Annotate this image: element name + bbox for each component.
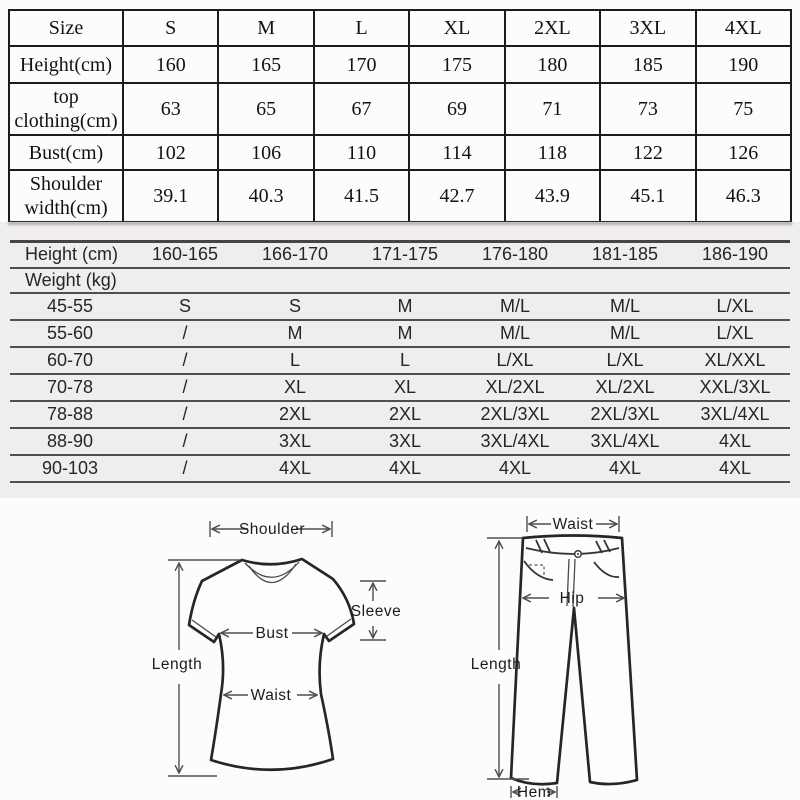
sleeve-label: Sleeve bbox=[350, 603, 402, 620]
value-cell: 63 bbox=[123, 83, 218, 135]
value-cell: 39.1 bbox=[123, 170, 218, 222]
value-cell: 160 bbox=[123, 46, 218, 83]
value-cell: 122 bbox=[600, 135, 695, 170]
row-label: Shoulder width(cm) bbox=[9, 170, 123, 222]
fit-header-row bbox=[10, 242, 790, 268]
value-cell: 110 bbox=[314, 135, 409, 170]
size-cell: M/L bbox=[609, 295, 640, 316]
size-cell: L/XL bbox=[716, 322, 754, 343]
size-cell: L/XL bbox=[716, 295, 754, 316]
value-cell: 67 bbox=[314, 83, 409, 135]
spec-row-top-clothing bbox=[9, 83, 791, 135]
column-header: 3XL bbox=[600, 10, 695, 46]
empty-cell bbox=[130, 268, 790, 293]
size-cell: XL/XXL bbox=[704, 349, 766, 370]
size-cell: S bbox=[178, 295, 191, 316]
value-cell: 41.5 bbox=[314, 170, 409, 222]
column-header: M bbox=[218, 10, 313, 46]
height-range-header: 181-185 bbox=[591, 244, 659, 265]
waist-dimension bbox=[527, 516, 619, 533]
size-cell: 2XL/3XL bbox=[590, 403, 660, 424]
tshirt-outline bbox=[189, 559, 354, 770]
fit-row bbox=[10, 428, 790, 455]
size-cell: 4XL bbox=[718, 457, 752, 478]
size-cell: 3XL/4XL bbox=[700, 403, 770, 424]
size-cell: M bbox=[397, 322, 413, 343]
pants-diagram bbox=[470, 497, 715, 800]
size-cell: 4XL bbox=[498, 457, 532, 478]
column-header: 2XL bbox=[505, 10, 600, 46]
sleeve-dimension bbox=[351, 581, 401, 640]
spec-row-shoulder-width bbox=[9, 170, 791, 222]
weight-range-label: 60-70 bbox=[46, 349, 94, 370]
size-cell: 3XL bbox=[388, 430, 422, 451]
value-cell: 40.3 bbox=[218, 170, 313, 222]
value-cell: 46.3 bbox=[696, 170, 791, 222]
fit-weight-header-row bbox=[10, 268, 790, 293]
column-header: L bbox=[314, 10, 409, 46]
size-cell: 4XL bbox=[718, 430, 752, 451]
size-cell: 2XL bbox=[278, 403, 312, 424]
spec-row-bust bbox=[9, 135, 791, 170]
value-cell: 75 bbox=[696, 83, 791, 135]
weight-range-label: 70-78 bbox=[46, 376, 94, 397]
value-cell: 185 bbox=[600, 46, 695, 83]
size-cell: M bbox=[287, 322, 303, 343]
value-cell: 42.7 bbox=[409, 170, 504, 222]
size-cell: 4XL bbox=[608, 457, 642, 478]
fit-row bbox=[10, 293, 790, 320]
size-cell: / bbox=[182, 457, 188, 478]
tshirt-diagram bbox=[150, 497, 420, 800]
fit-row bbox=[10, 401, 790, 428]
spec-header-row bbox=[9, 10, 791, 46]
size-cell: / bbox=[182, 349, 188, 370]
fit-row bbox=[10, 320, 790, 347]
size-cell: 2XL bbox=[388, 403, 422, 424]
value-cell: 45.1 bbox=[600, 170, 695, 222]
value-cell: 126 bbox=[696, 135, 791, 170]
value-cell: 114 bbox=[409, 135, 504, 170]
value-cell: 118 bbox=[505, 135, 600, 170]
size-cell: 4XL bbox=[278, 457, 312, 478]
waist-label: Waist bbox=[552, 516, 594, 533]
fit-guide-panel bbox=[0, 222, 800, 498]
value-cell: 170 bbox=[314, 46, 409, 83]
value-cell: 43.9 bbox=[505, 170, 600, 222]
value-cell: 106 bbox=[218, 135, 313, 170]
size-cell: M bbox=[397, 295, 413, 316]
size-cell: L/XL bbox=[496, 349, 534, 370]
size-cell: / bbox=[182, 376, 188, 397]
size-cell: XL bbox=[283, 376, 307, 397]
size-cell: 3XL/4XL bbox=[590, 430, 660, 451]
weight-range-label: 78-88 bbox=[46, 403, 94, 424]
size-cell: 4XL bbox=[388, 457, 422, 478]
shoulder-dimension bbox=[210, 521, 332, 538]
weight-range-label: 45-55 bbox=[46, 295, 94, 316]
height-range-header: 160-165 bbox=[151, 244, 219, 265]
size-cell: L/XL bbox=[606, 349, 644, 370]
value-cell: 165 bbox=[218, 46, 313, 83]
size-cell: L bbox=[289, 349, 300, 370]
shoulder-label: Shoulder bbox=[238, 521, 306, 538]
size-cell: XL/2XL bbox=[595, 376, 655, 397]
weight-range-label: 90-103 bbox=[41, 457, 99, 478]
fit-row bbox=[10, 374, 790, 401]
weight-range-label: 55-60 bbox=[46, 322, 94, 343]
row-label: top clothing(cm) bbox=[9, 83, 123, 135]
value-cell: 175 bbox=[409, 46, 504, 83]
size-cell: L bbox=[399, 349, 410, 370]
column-header: Size bbox=[9, 10, 123, 46]
waist-button-hole bbox=[577, 553, 579, 555]
value-cell: 69 bbox=[409, 83, 504, 135]
height-weight-table bbox=[10, 240, 790, 483]
size-cell: 3XL/4XL bbox=[480, 430, 550, 451]
height-header: Height (cm) bbox=[25, 244, 119, 265]
height-range-header: 166-170 bbox=[261, 244, 329, 265]
size-cell: / bbox=[182, 322, 188, 343]
hem-dimension bbox=[511, 784, 557, 800]
hip-label: Hip bbox=[559, 590, 585, 607]
bust-label: Bust bbox=[255, 625, 289, 642]
size-cell: XXL/3XL bbox=[699, 376, 771, 397]
size-cell: / bbox=[182, 430, 188, 451]
fit-row bbox=[10, 347, 790, 374]
size-cell: M/L bbox=[499, 322, 530, 343]
size-spec-table bbox=[8, 9, 792, 223]
value-cell: 71 bbox=[505, 83, 600, 135]
value-cell: 180 bbox=[505, 46, 600, 83]
spec-row-height bbox=[9, 46, 791, 83]
size-cell: 3XL bbox=[278, 430, 312, 451]
weight-header: Weight (kg) bbox=[25, 269, 117, 290]
value-cell: 102 bbox=[123, 135, 218, 170]
weight-range-label: 88-90 bbox=[46, 430, 94, 451]
column-header: XL bbox=[409, 10, 504, 46]
size-cell: / bbox=[182, 403, 188, 424]
fit-row bbox=[10, 455, 790, 482]
row-label: Bust(cm) bbox=[9, 135, 123, 170]
length-label: Length bbox=[151, 656, 203, 673]
size-cell: S bbox=[288, 295, 301, 316]
size-cell: 2XL/3XL bbox=[480, 403, 550, 424]
height-range-header: 176-180 bbox=[481, 244, 549, 265]
value-cell: 73 bbox=[600, 83, 695, 135]
waist-label: Waist bbox=[250, 687, 292, 704]
size-cell: XL/2XL bbox=[485, 376, 545, 397]
value-cell: 65 bbox=[218, 83, 313, 135]
length-label: Length bbox=[470, 656, 522, 673]
size-cell: M/L bbox=[499, 295, 530, 316]
size-cell: M/L bbox=[609, 322, 640, 343]
hem-label: Hem bbox=[516, 784, 552, 800]
value-cell: 190 bbox=[696, 46, 791, 83]
size-cell: XL bbox=[393, 376, 417, 397]
height-range-header: 186-190 bbox=[701, 244, 769, 265]
column-header: 4XL bbox=[696, 10, 791, 46]
height-range-header: 171-175 bbox=[371, 244, 439, 265]
row-label: Height(cm) bbox=[9, 46, 123, 83]
column-header: S bbox=[123, 10, 218, 46]
